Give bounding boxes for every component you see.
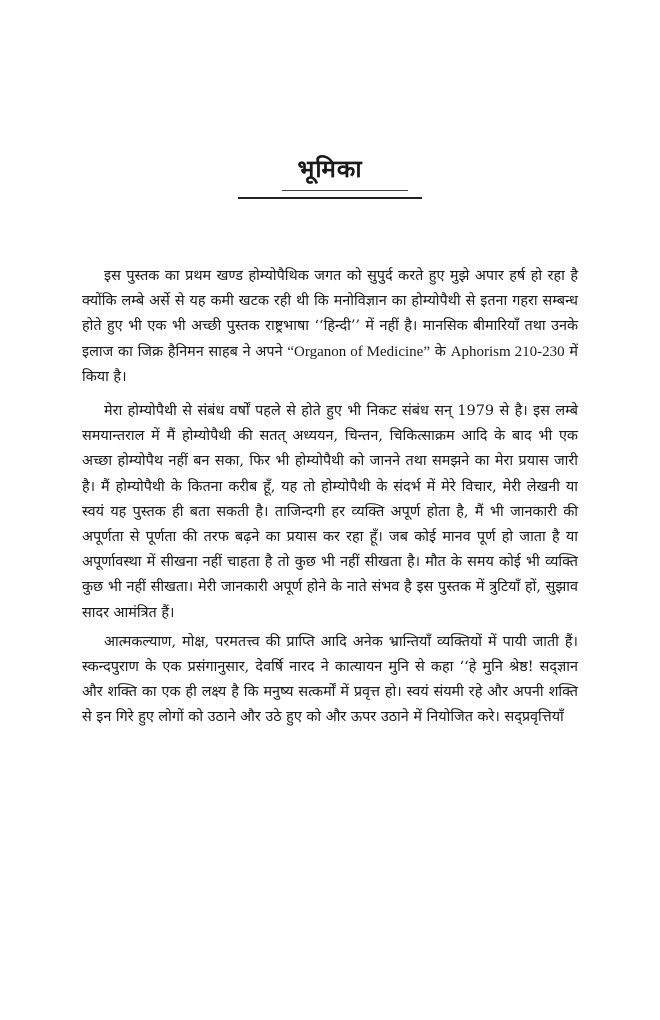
paragraph-1-text-b: के xyxy=(434,343,446,360)
paragraph-2: मेरा होम्योपैथी से संबंध वर्षों पहले से होते हुए भी निकट संबंध सन् 1979 से है। इस लम्बे समयान्तराल में मैं होम्योपैथी की सतत् अध्ययन, चिन्तन, चिकित्साक्रम आदि के बाद भी एक अच्छा होम्योपैथ नहीं बन सका, फिर भी होम्योपैथी को जानने तथा समझने का मेरा प्रयास जारी है। मैं होम्योपैथी के कितना करीब हूँ, यह तो होम्योपैथी के संदर्भ में मेरे विचार, मेरी लेखनी या स्वयं यह पुस्तक ही बता सकती है। ताजिन्दगी हर व्यक्ति अपूर्ण होता है, मैं भी जानकारी की अपूर्णता से पूर्णता की तरफ बढ़ने का प्रयास कर रहा हूँ। जब कोई मानव पूर्ण हो जाता है या अपूर्णावस्था में सीखना नहीं चाहता है तो कुछ भी नहीं सीखता है। मौत के समय कोई भी व्यक्ति कुछ भी नहीं सीखता। मेरी जानकारी अपूर्ण होने के नाते संभव है इस पुस्तक में त्रुटियाँ हों, सुझाव सादर आमंत्रित हैं। xyxy=(82,403,578,621)
page-title: भूमिका xyxy=(297,155,363,183)
paragraph-1-text-a: इस पुस्तक का प्रथम खण्ड होम्योपैथिक जगत को सुपुर्द करते हुए मुझे अपार हर्ष हो रहा है क्योंकि लम्बे अर्से से यह कमी खटक रही थी कि मनोविज्ञान का होम्योपैथी से इतना गहरा सम्बन्ध होते हुए भी एक भी अच्छी पुस्तक राष्ट्रभाषा ‘‘हिन्दी’’ में नहीं है। मानसिक बीमारियाँ तथा उनके इलाज का जिक्र हैनिमन साहब ने अपने xyxy=(82,268,578,360)
heading-block xyxy=(0,152,660,185)
aphorism-reference: Aphorism 210-230 xyxy=(450,343,565,360)
paragraph-1-text-c: में किया है। xyxy=(82,343,579,385)
paragraph-3: आत्मकल्याण, मोक्ष, परमतत्त्व की प्राप्ति आदि अनेक भ्रान्तियाँ व्यक्तियों में पायी जाती हैं। स्कन्दपुराण के एक प्रसंगानुसार, देवर्षि नारद ने कात्यायन मुनि से कहा ‘‘हे मुनि श्रेष्ठ! सद्ज्ञान और शक्ति का एक ही लक्ष्य है कि मनुष्य सत्कर्मों में प्रवृत्त हो। स्वयं संयमी रहे और अपनी शक्ति से इन गिरे हुए लोगों को उठाने और उठे हुए को और ऊपर उठाने में नियोजित करे। सद्प्रवृत्तियाँ xyxy=(82,633,578,726)
title-underline-thick xyxy=(238,197,422,199)
body-text xyxy=(82,264,578,740)
paragraph-1 xyxy=(82,264,578,390)
title-underline-thin xyxy=(282,190,408,191)
organon-title: “Organon of Medicine” xyxy=(287,343,430,360)
